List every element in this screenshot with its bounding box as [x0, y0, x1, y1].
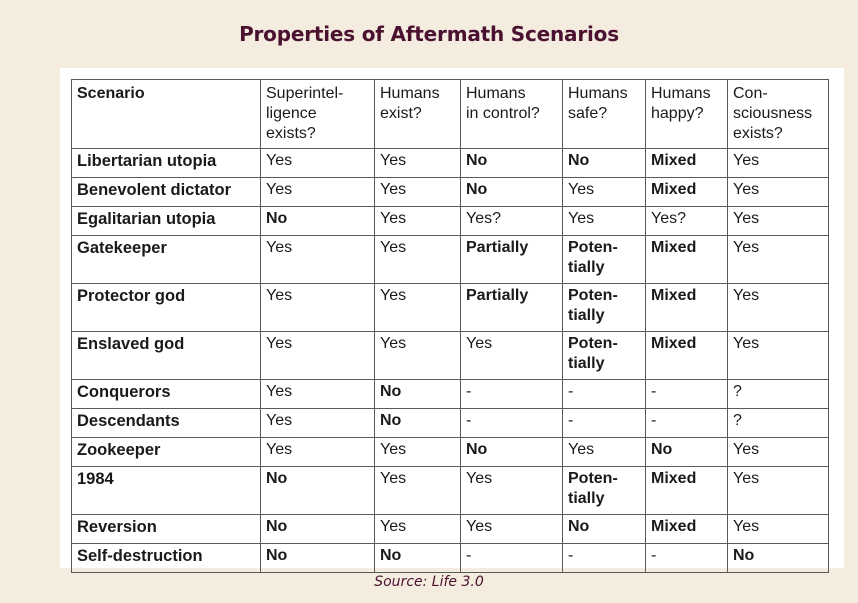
table-cell-consciousness: Yes: [728, 149, 829, 178]
table-cell-safe: -: [563, 409, 646, 438]
table-cell-consciousness: Yes: [728, 178, 829, 207]
table-cell-happy: Mixed: [646, 284, 728, 332]
table-cell-in-control: Partially: [461, 284, 563, 332]
table-cell-safe: Poten- tially: [563, 467, 646, 515]
table-cell-consciousness: Yes: [728, 236, 829, 284]
table-row: [72, 207, 829, 236]
table-cell-safe: Poten- tially: [563, 332, 646, 380]
table-cell-superintelligence: No: [261, 544, 375, 573]
table-cell-happy: Mixed: [646, 332, 728, 380]
table-cell-superintelligence: Yes: [261, 332, 375, 380]
table-cell-superintelligence: Yes: [261, 236, 375, 284]
table-cell-in-control: No: [461, 178, 563, 207]
table-cell-consciousness: ?: [728, 409, 829, 438]
table-cell-superintelligence: Yes: [261, 438, 375, 467]
scenario-name-cell: Zookeeper: [72, 438, 261, 467]
table-cell-happy: -: [646, 409, 728, 438]
table-cell-in-control: No: [461, 438, 563, 467]
table-cell-superintelligence: No: [261, 207, 375, 236]
table-cell-humans-exist: Yes: [375, 178, 461, 207]
table-cell-safe: No: [563, 149, 646, 178]
table-cell-safe: Yes: [563, 438, 646, 467]
scenario-name-cell: Descendants: [72, 409, 261, 438]
table-cell-consciousness: Yes: [728, 515, 829, 544]
table-cell-in-control: Partially: [461, 236, 563, 284]
table-cell-consciousness: Yes: [728, 438, 829, 467]
table-cell-happy: Mixed: [646, 178, 728, 207]
table-cell-happy: -: [646, 544, 728, 573]
table-cell-humans-exist: Yes: [375, 149, 461, 178]
col-humans-exist-header: Humans exist?: [375, 80, 461, 149]
col-humans-safe-header: Humans safe?: [563, 80, 646, 149]
table-cell-humans-exist: No: [375, 380, 461, 409]
table-cell-humans-exist: Yes: [375, 236, 461, 284]
header-row: [72, 80, 829, 149]
table-cell-happy: Mixed: [646, 149, 728, 178]
table-row: [72, 409, 829, 438]
table-cell-humans-exist: No: [375, 544, 461, 573]
table-cell-humans-exist: Yes: [375, 207, 461, 236]
table-cell-humans-exist: Yes: [375, 438, 461, 467]
table-cell-consciousness: ?: [728, 380, 829, 409]
table-cell-humans-exist: Yes: [375, 332, 461, 380]
table-cell-superintelligence: Yes: [261, 380, 375, 409]
scenario-name-cell: Enslaved god: [72, 332, 261, 380]
scenario-name-cell: Reversion: [72, 515, 261, 544]
scenario-name-cell: Egalitarian utopia: [72, 207, 261, 236]
table-cell-in-control: -: [461, 544, 563, 573]
table-row: [72, 467, 829, 515]
table-cell-humans-exist: No: [375, 409, 461, 438]
table-cell-safe: -: [563, 544, 646, 573]
table-row: [72, 515, 829, 544]
table-cell-consciousness: Yes: [728, 467, 829, 515]
table-cell-in-control: Yes: [461, 515, 563, 544]
table-cell-humans-exist: Yes: [375, 515, 461, 544]
table-row: [72, 380, 829, 409]
scenario-name-cell: Self-destruction: [72, 544, 261, 573]
col-superintelligence-header: Superintel- ligence exists?: [261, 80, 375, 149]
table-cell-in-control: Yes: [461, 467, 563, 515]
table-cell-humans-exist: Yes: [375, 467, 461, 515]
scenario-name-cell: Libertarian utopia: [72, 149, 261, 178]
table-cell-safe: -: [563, 380, 646, 409]
table-cell-safe: Yes: [563, 207, 646, 236]
scenario-name-cell: Conquerors: [72, 380, 261, 409]
table-row: [72, 178, 829, 207]
table-cell-consciousness: Yes: [728, 207, 829, 236]
table-cell-happy: Mixed: [646, 467, 728, 515]
table-cell-in-control: -: [461, 380, 563, 409]
source-caption: Source: Life 3.0: [374, 574, 484, 590]
table-row: [72, 438, 829, 467]
table-cell-in-control: -: [461, 409, 563, 438]
table-cell-safe: No: [563, 515, 646, 544]
table-cell-superintelligence: Yes: [261, 284, 375, 332]
table-cell-superintelligence: Yes: [261, 149, 375, 178]
table-body: [72, 149, 829, 573]
table-cell-consciousness: Yes: [728, 284, 829, 332]
col-scenario-header: Scenario: [72, 80, 261, 149]
scenario-name-cell: 1984: [72, 467, 261, 515]
table-cell-in-control: Yes?: [461, 207, 563, 236]
table-cell-happy: Mixed: [646, 236, 728, 284]
table-panel: [60, 68, 844, 568]
table-cell-safe: Yes: [563, 178, 646, 207]
table-cell-safe: Poten- tially: [563, 284, 646, 332]
table-cell-happy: Mixed: [646, 515, 728, 544]
table-cell-happy: -: [646, 380, 728, 409]
table-cell-superintelligence: Yes: [261, 178, 375, 207]
table-row: [72, 332, 829, 380]
page-title: Properties of Aftermath Scenarios: [239, 22, 619, 46]
table-row: [72, 284, 829, 332]
col-humans-in-control-header: Humans in control?: [461, 80, 563, 149]
table-cell-superintelligence: No: [261, 515, 375, 544]
table-row: [72, 149, 829, 178]
scenario-name-cell: Benevolent dictator: [72, 178, 261, 207]
table-cell-in-control: Yes: [461, 332, 563, 380]
table-cell-consciousness: Yes: [728, 332, 829, 380]
col-consciousness-header: Con- sciousness exists?: [728, 80, 829, 149]
table-row: [72, 236, 829, 284]
table-cell-happy: No: [646, 438, 728, 467]
table-cell-superintelligence: Yes: [261, 409, 375, 438]
table-cell-consciousness: No: [728, 544, 829, 573]
table-cell-humans-exist: Yes: [375, 284, 461, 332]
table-row: [72, 544, 829, 573]
scenario-name-cell: Protector god: [72, 284, 261, 332]
col-humans-happy-header: Humans happy?: [646, 80, 728, 149]
scenario-name-cell: Gatekeeper: [72, 236, 261, 284]
table-cell-in-control: No: [461, 149, 563, 178]
table-cell-happy: Yes?: [646, 207, 728, 236]
table-cell-superintelligence: No: [261, 467, 375, 515]
table-cell-safe: Poten- tially: [563, 236, 646, 284]
scenarios-table: [71, 79, 829, 573]
